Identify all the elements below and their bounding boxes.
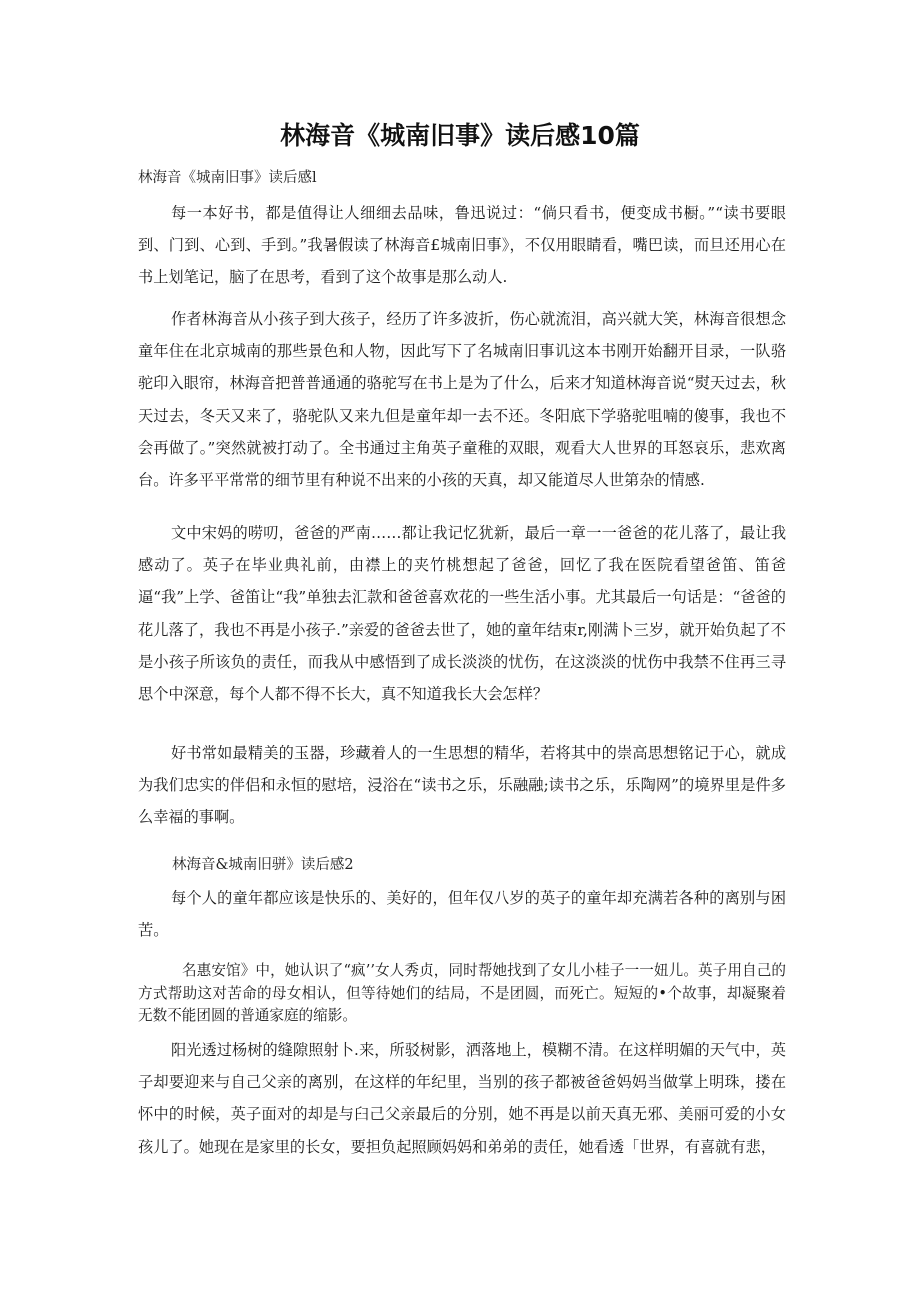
section-1-heading: 林海音《城南旧事》读后感l (138, 170, 317, 186)
section-1-paragraph-2: 作者林海音从小孩子到大孩子，经历了许多波折，伤心就流泪，高兴就大笑，林海音很想念童年住在北京城南的那些景色和人物，因此写下了名城南旧事讥这本书刚开始翻开目录，一队骆驼印入眼帘，林海音把普普通通的骆驼写在书上是为了什么，后来才知道林海音说“熨天过去，秋天过去，冬天又来了，骆驼队又来九但是童年却一去不还。冬阳底下学骆驼咀喃的傻事，我也不会再做了。”突然就被打动了。全书通过主角英子童稚的双眼，观看大人世界的耳怒哀乐，悲欢离台。许多平平常常的细节里有种说不出来的小孩的天真，却又能道尽人世第杂的情感. (138, 310, 786, 490)
document-title: 林海音《城南旧事》读后感10篇 (280, 121, 640, 150)
section-1-paragraph-1: 每一本好书，都是值得让人细细去品味，鲁迅说过：“倘只看书，便变成书橱。”“读书要眼到、门到、心到、手到。”我暑假读了林海音£城南旧事》，不仅用眼睛看，嘴巴读，而旦还用心在书上划笔记，脑了在思考，看到了这个故事是那么动人. (138, 204, 786, 287)
section-2-heading: 林海音&城南旧骈》读后感2 (172, 857, 354, 873)
section-2-paragraph-2: 名惠安馆》中，她认识了“疯’’女人秀贞，同时帮她找到了女儿小桂子一一妞儿。英子用自己的方式帮助这对苦命的母女相认，但等待她们的结局，不是团圆，而死亡。短短的•个故事，却凝聚着无数不能团圆的普通家庭的缩影。 (138, 962, 786, 1024)
section-2-paragraph-3: 阳光透过杨树的缝隙照射卜.来，所驳树影，洒落地上，模糊不清。在这样明媚的天气中，英子却要迎来与自己父亲的离别，在这样的年纪里，当别的孩子都被爸爸妈妈当做掌上明珠，搂在怀中的时候，英子面对的却是与臼己父亲最后的分别，她不再是以前天真无邪、美丽可爱的小女孩儿了。她现在是家里的长女，要担负起照顾妈妈和弟弟的责任，她看透「世界，有喜就有悲， (138, 1041, 786, 1156)
section-1-paragraph-4: 好书常如最精美的玉器，珍藏着人的一生思想的精华，若将其中的崇高思想铭记于心，就成为我们忠实的伴侣和永恒的慰培，浸浴在“读书之乐，乐融融;读书之乐，乐陶网”的境界里是件多么幸福的事啊。 (138, 744, 786, 827)
section-1-paragraph-3: 文中宋妈的唠叨，爸爸的严南……都让我记忆犹新，最后一章一一爸爸的花儿落了，最让我感动了。英子在毕业典礼前，由襟上的夹竹桃想起了爸爸，回忆了我在医院看望爸笛、笛爸逼“我”上学、爸笛让“我”单独去汇款和爸爸喜欢花的一些生活小事。尤其最后一句话是：“爸爸的花儿落了，我也不再是小孩子.”亲爱的爸爸去世了，她的童年结束r,刚满卜三岁，就开始负起了不是小孩子所该负的责任，而我从中感悟到了成长淡淡的忧伤，在这淡淡的忧伤中我禁不住再三寻思个中深意，每个人都不得不长大，真不知道我长大会怎样？ (138, 524, 786, 704)
section-2-paragraph-1: 每个人的童年都应该是快乐的、美好的，但年仅八岁的英子的童年却充满若各种的离别与困苦。 (138, 889, 786, 940)
